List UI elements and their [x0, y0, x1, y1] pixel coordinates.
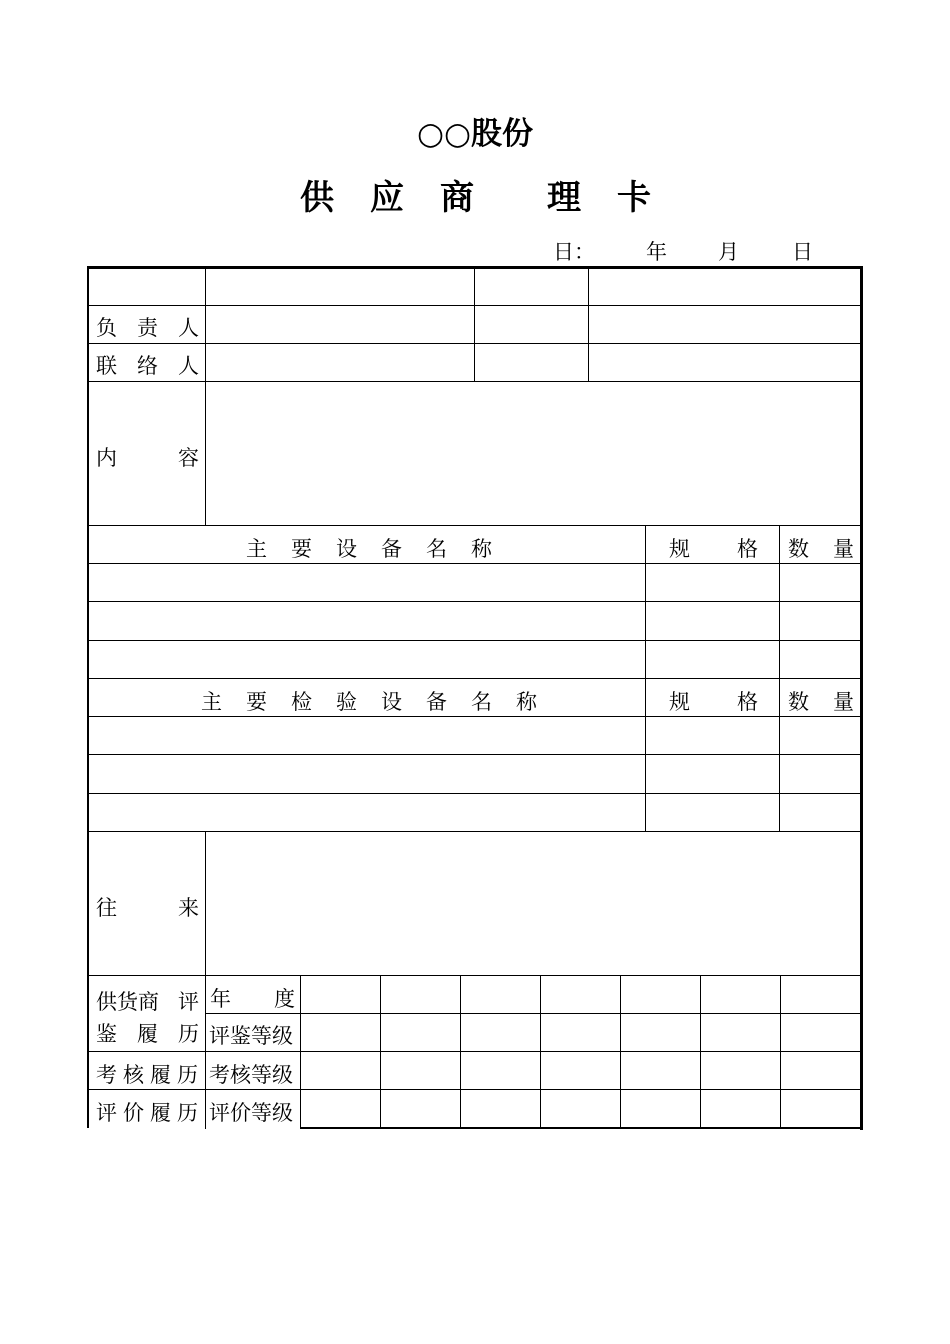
label-rating-grade: 评价等级 — [209, 1101, 293, 1125]
label-assessment-grade: 考核等级 — [209, 1063, 293, 1087]
company-name: ○○股份 — [416, 116, 534, 152]
label-eval-grade: 评鉴等级 — [209, 1024, 293, 1048]
